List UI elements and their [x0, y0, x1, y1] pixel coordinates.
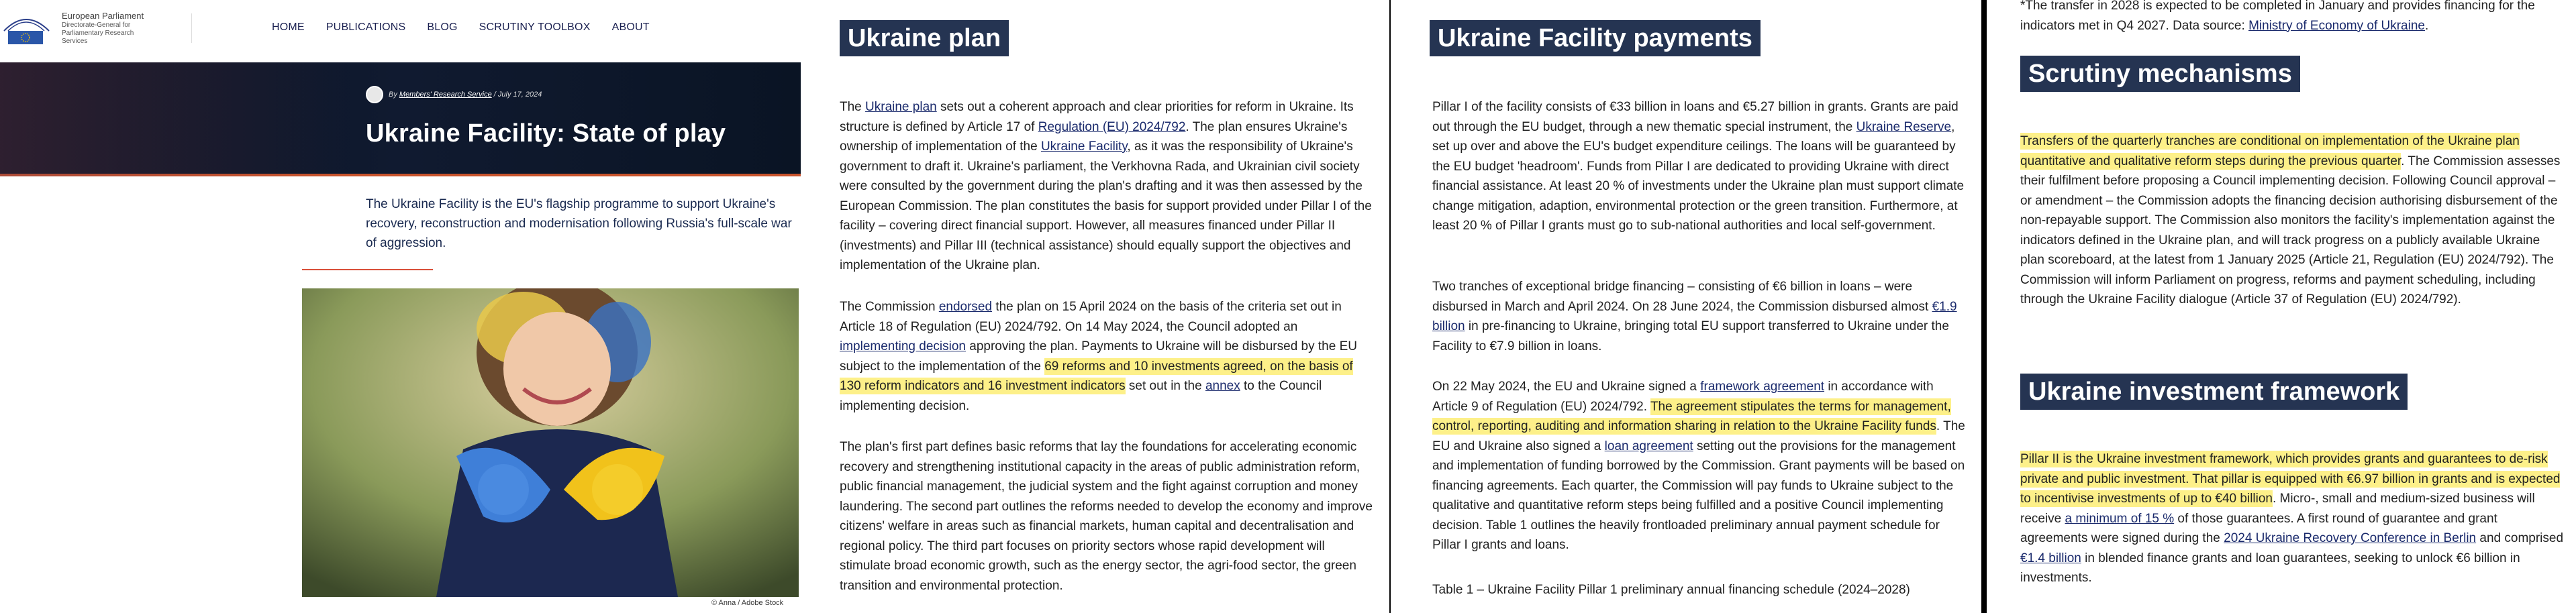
recovery-conference-link[interactable]: 2024 Ukraine Recovery Conference in Berlin	[2224, 531, 2477, 545]
ukraine-reserve-link[interactable]: Ukraine Reserve	[1856, 119, 1952, 134]
ep-emblem-icon	[1, 11, 52, 47]
logo-line3: Parliamentary Research	[62, 30, 134, 37]
nav-about[interactable]: ABOUT	[611, 21, 650, 33]
highlighted-tranches-text: Transfers of the quarterly tranches are conditional on implementation of the Ukraine plan quantitative and qualitative reform steps during the previous quarter	[2020, 134, 2520, 168]
author-link[interactable]: Members' Research Service	[399, 91, 492, 99]
schedule-footnote: *The transfer in 2028 is expected to be completed in January and provides financing for the indicators met in Q4 2027. Data source: Ministry of Economy of Ukraine.	[2020, 0, 2535, 33]
highlighted-pillar-ii-text: Pillar II is the Ukraine investment framework, which provides grants and guarantees to de-risk private and public investment. That pillar is equipped with €6.97 billion in grants and is expected to incentivise investments of up to €40 billion	[2020, 452, 2561, 506]
child-heart-hands-image	[302, 288, 799, 597]
implementing-decision-link[interactable]: implementing decision	[840, 339, 966, 353]
endorsed-link[interactable]: endorsed	[938, 300, 993, 314]
highlighted-agreement-text: The agreement stipulates the terms for management, control, reporting, auditing and information sharing in relation to the Ukraine Facility funds	[1432, 399, 1951, 433]
ministry-economy-link[interactable]: Ministry of Economy of Ukraine	[2248, 18, 2425, 33]
article-intro: The Ukraine Facility is the EU's flagship programme to support Ukraine's recovery, reconstruction and modernisation following Russia's full-scale war of aggression.	[366, 197, 792, 250]
article-date: / July 17, 2024	[491, 91, 542, 99]
hero-banner	[0, 62, 802, 176]
plan-paragraph-1: The Ukraine plan sets out a coherent approach and clear priorities for reform in Ukraine. Its structure is defined by Article 17 of Regulation (EU) 2024/792. The plan ensures Ukraine's ownership of implementation of the Ukraine Facility, as it was the responsibility of Ukraine's government to draft it. Ukraine's parliament, the Verkhovna Rada, and Ukrainian civil society were consulted by the government during the plan's drafting and it was then assessed by the European Commission. The plan constitutes the basis for support provided under Pillar I of the facility – covering direct financial support. However, all measures financed under Pillar II (investments) and Pillar III (technical assistance) should equally support the objectives and implementation of the Ukraine plan.	[840, 100, 1372, 272]
article-title: Ukraine Facility: State of play	[366, 119, 726, 148]
hero-photo	[302, 288, 799, 597]
byline	[366, 86, 542, 103]
ep-logo[interactable]	[1, 8, 189, 48]
ukraine-plan-panel	[801, 0, 1389, 613]
highlighted-reforms-text: 69 reforms and 10 investments agreed, on the basis of 130 reform indicators and 16 investment indicators	[840, 359, 1353, 393]
photo-credit: © Anna / Adobe Stock	[711, 599, 784, 607]
ukraine-plan-heading: Ukraine plan	[840, 20, 1009, 56]
scrutiny-heading: Scrutiny mechanisms	[2020, 56, 2300, 92]
payments-paragraph-3: On 22 May 2024, the EU and Ukraine signed a framework agreement in accordance with Article 9 of Regulation (EU) 2024/792. The agreement stipulates the terms for management, control, reporting, auditing and information sharing in relation to the Ukraine Facility funds. The EU and Ukraine also signed a loan agreement setting out the provisions for the management and implementation of funding borrowed by the Commission. Grant payments will be based on financing agreements. Each quarter, the Commission will pay funds to Ukraine subject to the qualitative and quantitative reform steps being fulfilled and a positive Council implementing decision. Table 1 outlines the heavily frontloaded preliminary annual payment schedule for Pillar I grants and loans.	[1432, 380, 1965, 552]
logo-line2: Directorate-General for	[62, 21, 131, 29]
accent-rule	[302, 269, 433, 270]
nav-publications[interactable]: PUBLICATIONS	[326, 21, 406, 33]
payments-paragraph-2: Two tranches of exceptional bridge financing – consisting of €6 billion in loans – were disbursed in March and April 2024. On 28 June 2024, the Commission disbursed almost €1.9 billion in pre-financing to Ukraine, bringing total EU support transferred to Ukraine under the Facility to €7.9 billion in loans.	[1432, 280, 1957, 353]
investment-heading: Ukraine investment framework	[2020, 374, 2408, 410]
header-divider	[191, 13, 192, 43]
scrutiny-paragraph: Transfers of the quarterly tranches are conditional on implementation of the Ukraine plan quantitative and qualitative reform steps during the previous quarter. The Commission assesses their fulfilment before proposing a Council implementing decision. Following Council approval – or amendment – the Commission adopts the financing decision authorising disbursement of the non-repayable support. The Commission also monitors the facility's implementation against the indicators defined in the Ukraine plan, and will track progress on a publicly available Ukraine plan scoreboard, at the latest from 1 January 2025 (Article 21, Regulation (EU) 2024/792). The Commission will inform Parliament on progress, reforms and payment scheduling, including through the Ukraine Facility dialogue (Article 37 of Regulation (EU) 2024/792).	[2020, 134, 2561, 306]
author-avatar	[366, 86, 383, 103]
pre-financing-link[interactable]: €1.9 billion	[1432, 299, 1957, 333]
logo-line4: Services	[62, 38, 88, 45]
annex-link[interactable]: annex	[1205, 379, 1240, 393]
logo-text	[62, 11, 169, 46]
nav-scrutiny-toolbox[interactable]: SCRUTINY TOOLBOX	[479, 21, 591, 33]
byline-prefix: By	[389, 91, 397, 99]
nav-blog[interactable]: BLOG	[427, 21, 458, 33]
regulation-link[interactable]: Regulation (EU) 2024/792	[1038, 119, 1186, 134]
main-nav	[272, 21, 650, 34]
facility-payments-panel	[1391, 0, 1981, 613]
loan-agreement-link[interactable]: loan agreement	[1604, 439, 1693, 453]
ukraine-facility-link[interactable]: Ukraine Facility	[1040, 140, 1128, 154]
framework-agreement-link[interactable]: framework agreement	[1700, 380, 1825, 394]
payments-heading: Ukraine Facility payments	[1430, 20, 1761, 56]
logo-line1: European Parliament	[62, 11, 144, 21]
plan-paragraph-3: The plan's first part defines basic reforms that lay the foundations for accelerating economic recovery and strengthening institutional capacity in the areas of public administration reform, public financial management, the judicial system and the fight against corruption and money laundering. The second part outlines the reforms needed to develop the economy and improve citizens' welfare in areas such as financial markets, human capital and decentralisation and regional policy. The third part focuses on priority sectors whose rapid development will stimulate broad economic growth, such as the energy sector, the agri-food sector, the green transition and environmental protection.	[840, 440, 1373, 593]
top-bar	[0, 0, 802, 62]
blended-finance-link[interactable]: €1.4 billion	[2020, 551, 2081, 565]
plan-paragraph-2: The Commission endorsed the plan on 15 April 2024 on the basis of the criteria set out in Article 18 of Regulation (EU) 2024/792. On 14 May 2024, the Council adopted an implementing decision approving the plan. Payments to Ukraine will be disbursed by the EU subject to the implementation of the 69 reforms and 10 investments agreed, on the basis of 130 reform indicators and 16 investment indicators set out in the annex to the Council implementing decision.	[840, 300, 1357, 413]
nav-home[interactable]: HOME	[272, 21, 305, 33]
payments-paragraph-1: Pillar I of the facility consists of €33 billion in loans and €5.27 billion in grants. Grants are paid out through the EU budget, through a new thematic special instrument, the Ukraine Reserve, set up over and above the EU's budget expenditure ceilings. The loans will be guaranteed by the EU budget 'headroom'. Funds from Pillar I are dedicated to providing Ukraine with direct financial assistance. At least 20 % of investments under the Ukraine plan must support climate change mitigation, adaption, environmental protection or the green transition. Furthermore, at least 20 % of Pillar I grants must go to sub-national authorities and local self-government.	[1432, 100, 1965, 233]
scrutiny-investment-panel	[1987, 0, 2576, 613]
hero-shade	[0, 62, 349, 176]
investment-paragraph: Pillar II is the Ukraine investment framework, which provides grants and guarantees to de-risk private and public investment. That pillar is equipped with €6.97 billion in grants and is expected to incentivise investments of up to €40 billion. Micro-, small and medium-sized business will receive a minimum of 15 % of those guarantees. A first round of guarantee and grant agreements were signed during the 2024 Ukraine Recovery Conference in Berlin and comprised €1.4 billion in blended finance grants and loan guarantees, seeking to unlock €6 billion in investments.	[2020, 452, 2564, 585]
table-caption: Table 1 – Ukraine Facility Pillar 1 preliminary annual financing schedule (2024–2028)	[1432, 583, 1910, 597]
ukraine-plan-link[interactable]: Ukraine plan	[865, 100, 937, 114]
sme-minimum-link[interactable]: a minimum of 15 %	[2065, 511, 2175, 526]
article-header-panel	[0, 0, 802, 613]
byline-text	[389, 91, 542, 99]
